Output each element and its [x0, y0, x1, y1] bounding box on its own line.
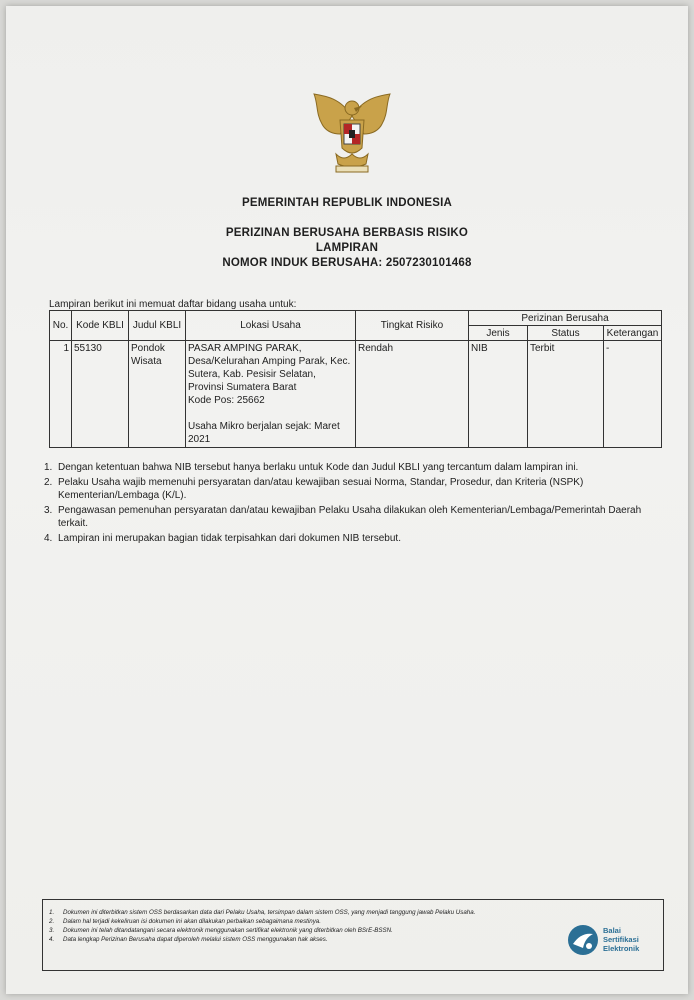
bsre-logo-text: Balai Sertifikasi Elektronik: [603, 926, 640, 953]
intro-text: Lampiran berikut ini memuat daftar bidang usaha untuk:: [49, 299, 297, 310]
list-item: 4. Lampiran ini merupakan bagian tidak terpisahkan dari dokumen NIB tersebut.: [44, 533, 401, 544]
list-item: 2. Pelaku Usaha wajib memenuhi persyaratan dan/atau kewajiban sesuai Norma, Standar, Prosedur, dan Kriteria (NSPK) Kementerian/Lembaga (K/L).: [44, 477, 584, 501]
lokasi-line: Usaha Mikro berjalan sejak: Maret: [188, 421, 340, 432]
list-item: 4. Data lengkap Perizinan Berusaha dapat diperoleh melalui sistem OSS menggunakan hak akses.: [49, 936, 328, 943]
header-jenis: Jenis: [469, 326, 528, 341]
list-item: 3. Pengawasan pemenuhan persyaratan dan/atau kewajiban Pelaku Usaha dilakukan oleh Kementerian/Lembaga/Pemerintah Daerah terkait.: [44, 505, 642, 529]
header-kode-kbli: Kode KBLI: [72, 311, 129, 341]
document-subtitle: LAMPIRAN: [315, 242, 379, 254]
lokasi-line: Provinsi Sumatera Barat: [188, 382, 297, 393]
table-row: [50, 341, 662, 448]
document-title: PERIZINAN BERUSAHA BERBASIS RISIKO: [225, 227, 469, 239]
footer-notes-list: [49, 908, 569, 944]
bsre-logo: [567, 924, 657, 960]
lokasi-line: Desa/Kelurahan Amping Parak, Kec.: [188, 356, 351, 367]
list-item: 1. Dengan ketentuan bahwa NIB tersebut hanya berlaku untuk Kode dan Judul KBLI yang tercantum dalam lampiran ini.: [44, 462, 579, 473]
lokasi-line: 2021: [188, 434, 211, 445]
cell-no: 1: [50, 341, 72, 448]
judul-line: Pondok: [131, 343, 165, 354]
header-status: Status: [528, 326, 604, 341]
header-judul-kbli: Judul KBLI: [129, 311, 186, 341]
cell-lokasi-usaha: [186, 341, 356, 448]
cell-status: Terbit: [528, 341, 604, 448]
header-tingkat-risiko: Tingkat Risiko: [356, 311, 469, 341]
government-heading: PEMERINTAH REPUBLIK INDONESIA: [241, 197, 453, 209]
cell-kode-kbli: 55130: [72, 341, 129, 448]
lokasi-line: Kode Pos: 25662: [188, 395, 265, 406]
document-page: [6, 6, 688, 994]
kbli-table: [49, 310, 662, 448]
cell-tingkat-risiko: Rendah: [356, 341, 469, 448]
cell-jenis: NIB: [469, 341, 528, 448]
list-item: 3. Dokumen ini telah ditandatangani secara elektronik menggunakan sertifikat elektronik yang diterbitkan oleh BSrE-BSSN.: [49, 927, 393, 934]
header-perizinan-berusaha: Perizinan Berusaha: [469, 311, 662, 326]
header-keterangan: Keterangan: [604, 326, 662, 341]
lokasi-line: PASAR AMPING PARAK,: [188, 343, 302, 354]
notes-list: [44, 461, 664, 547]
bsre-logo-icon: [567, 924, 599, 956]
nib-number: NOMOR INDUK BERUSAHA: 2507230101468: [222, 257, 472, 269]
list-item: 1. Dokumen ini diterbitkan sistem OSS berdasarkan data dari Pelaku Usaha, tersimpan dalam sistem OSS, yang menjadi tanggung jawab Pelaku Usaha.: [49, 909, 476, 916]
lokasi-line: Sutera, Kab. Pesisir Selatan,: [188, 369, 316, 380]
header-lokasi-usaha: Lokasi Usaha: [186, 311, 356, 341]
footer-disclaimer-box: [42, 899, 664, 971]
list-item: 2. Dalam hal terjadi kekeliruan isi dokumen ini akan dilakukan perbaikan sebagaimana mestinya.: [49, 918, 321, 925]
cell-keterangan: -: [604, 341, 662, 448]
judul-line: Wisata: [131, 356, 162, 367]
cell-judul-kbli: [129, 341, 186, 448]
garuda-emblem-icon: [306, 88, 398, 180]
header-no: No.: [50, 311, 72, 341]
